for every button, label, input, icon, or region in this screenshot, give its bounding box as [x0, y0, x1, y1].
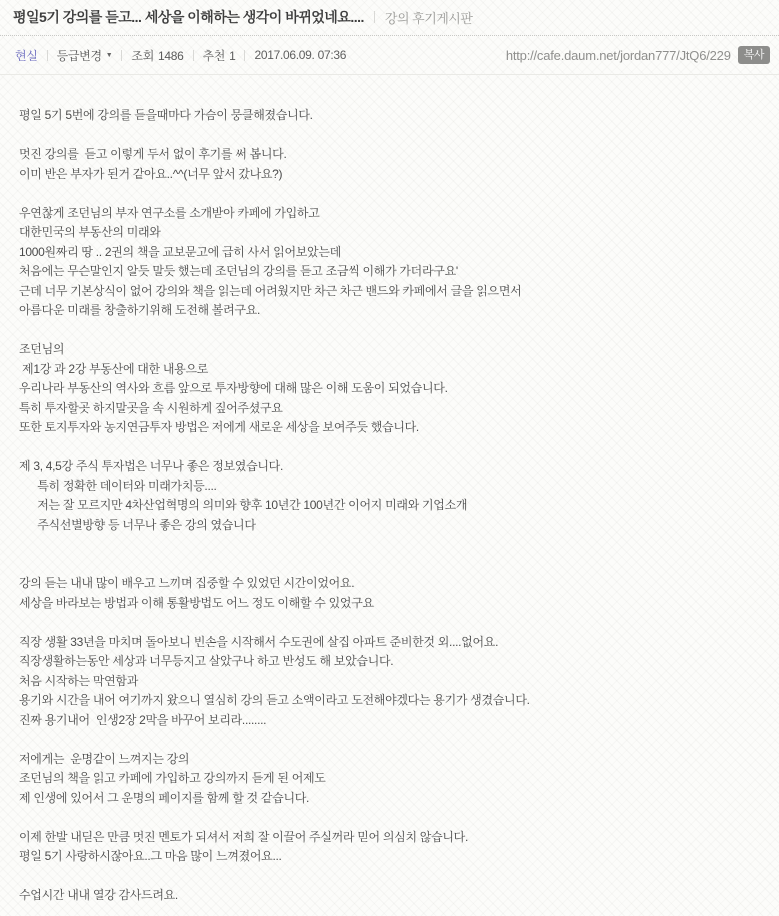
- meta-right: [506, 46, 770, 64]
- like-count: [203, 47, 236, 64]
- body-text-line: [19, 730, 759, 750]
- body-text-line: 용기와 시간을 내어 여기까지 왔으니 열심히 강의 듣고 소액이라고 도전해야겠다는 용기가 생겼습니다.: [19, 693, 530, 707]
- body-text-line: 우연찮게 조던님의 부자 연구소를 소개받아 카페에 가입하고: [19, 205, 320, 220]
- body-text-line: 수업시간 내내 열강 감사드려요.: [19, 888, 178, 902]
- body-text-line: 진짜 용기내어 인생2장 2막을 바꾸어 보리라........: [19, 712, 267, 727]
- body-text-line: 세상을 바라보는 방법과 이해 통활방법도 어느 정도 이해할 수 있었구요: [19, 595, 374, 610]
- body-text-line: 1000원짜리 땅 .. 2권의 책을 교보문고에 급히 사서 읽어보았는데: [19, 244, 341, 259]
- page-title: 평일5기 강의를 듣고... 세상을 이해하는 생각이 바뀌었네요....: [13, 9, 364, 25]
- body-text-line: 우리나라 부동산의 역사와 흐름 앞으로 투자방향에 대해 많은 이해 도움이 되었습니다.: [19, 381, 448, 395]
- body-text-line: [19, 613, 759, 633]
- body-text-line: 직장 생활 33년을 마치며 돌아보니 빈손을 시작해서 수도권에 살집 아파트 준비한것 외....없어요.: [19, 634, 499, 649]
- rank-change-dropdown[interactable]: [57, 47, 113, 64]
- post-date: 2017.06.09. 07:36: [254, 48, 347, 62]
- view-count: [131, 47, 183, 64]
- body-text-line: 저에게는 운명같이 느껴지는 강의: [19, 751, 190, 766]
- body-text-line: 근데 너무 기본상식이 없어 강의와 책을 읽는데 어려웠지만 차근 차근 밴드와 카페에서 글을 읽으면서: [19, 283, 522, 298]
- body-text-line: 제 인생에 있어서 그 운명의 페이지를 함께 할 것 같습니다.: [19, 790, 310, 805]
- post-body-content: [0, 75, 779, 916]
- body-text-line: [19, 321, 759, 341]
- body-text-line: 주식선별방향 등 너무나 좋은 강의 였습니다: [19, 517, 256, 532]
- body-text-line: 이미 반은 부자가 된거 같아요..^^(너무 앞서 갔나요?): [19, 166, 283, 181]
- post-header: [0, 0, 779, 75]
- body-text-line: 평일 5기 5번에 강의를 듣을때마다 가슴이 뭉클해졌습니다.: [19, 108, 313, 122]
- post-url: http://cafe.daum.net/jordan777/JtQ6/229: [505, 47, 731, 63]
- view-count-value: 1486: [158, 48, 184, 63]
- body-text-line: 처음에는 무슨말인지 알듯 말듯 했는데 조던님의 강의를 듣고 조금씩 이해가 가더라구요': [19, 264, 458, 278]
- body-text-line: 처음 시작하는 막연함과: [19, 673, 138, 688]
- body-text-line: [19, 555, 759, 575]
- view-count-label: 조회: [131, 48, 154, 63]
- body-text-line: 강의 듣는 내내 많이 배우고 느끼며 집중할 수 있었던 시간이었어요.: [19, 576, 355, 590]
- meta-divider: [47, 50, 48, 61]
- body-text-line: [19, 808, 759, 828]
- copy-url-button[interactable]: 복사: [738, 46, 770, 64]
- body-text-line: [19, 535, 759, 555]
- body-text-line: 대한민국의 부동산의 미래와: [19, 225, 161, 239]
- meta-row: [0, 36, 779, 75]
- body-text-line: 또한 토지투자와 농지연금투자 방법은 저에게 새로운 세상을 보여주듯 했습니다.: [19, 420, 419, 434]
- meta-divider: [121, 50, 122, 61]
- body-text-line: 멋진 강의를 듣고 이렇게 두서 없이 후기를 써 봅니다.: [19, 147, 287, 161]
- body-text-line: 조던님의 책을 읽고 카페에 가입하고 강의까지 듣게 된 어제도: [19, 771, 326, 785]
- body-text-line: 제1강 과 2강 부동산에 대한 내용으로: [19, 361, 209, 376]
- body-text-line: [19, 438, 759, 458]
- rank-change-label: 등급변경: [56, 48, 102, 63]
- body-text-line: 특히 투자할곳 하지말곳을 속 시원하게 짚어주셨구요: [19, 400, 283, 415]
- body-text-line: [19, 126, 759, 146]
- body-text-line: [19, 184, 759, 204]
- like-count-value: 1: [229, 48, 236, 63]
- body-text-line: 아름다운 미래를 창출하기위해 도전해 볼려구요.: [19, 303, 261, 317]
- title-row: [0, 0, 779, 36]
- like-count-label: 추천: [202, 48, 226, 63]
- body-text-line: 평일 5기 사랑하시잖아요..그 마음 많이 느껴졌어요...: [19, 849, 282, 863]
- body-text-line: 특히 정확한 데이터와 미래가치등....: [19, 478, 217, 493]
- body-text-line: 직장생활하는동안 세상과 너무등지고 살았구나 하고 반성도 해 보았습니다.: [19, 654, 394, 668]
- body-text-line: 제 3, 4,5강 주식 투자법은 너무나 좋은 정보였습니다.: [19, 459, 284, 473]
- body-text-line: 이제 한발 내딛은 만큼 멋진 멘토가 되셔서 저희 잘 이끌어 주실꺼라 믿어 의심치 않습니다.: [19, 829, 468, 844]
- board-name-link[interactable]: 강의 후기게시판: [384, 10, 473, 26]
- chevron-down-icon: ▼: [105, 51, 113, 59]
- title-divider: [374, 11, 375, 23]
- body-text-line: 조던님의: [19, 342, 65, 356]
- body-text-line: [19, 867, 759, 887]
- author-nickname[interactable]: 현실: [15, 48, 38, 63]
- body-text-line: 저는 잘 모르지만 4차산업혁명의 의미와 향후 10년간 100년간 이어지 미래와 기업소개: [19, 498, 468, 512]
- meta-divider: [193, 50, 194, 61]
- meta-divider: [244, 50, 245, 61]
